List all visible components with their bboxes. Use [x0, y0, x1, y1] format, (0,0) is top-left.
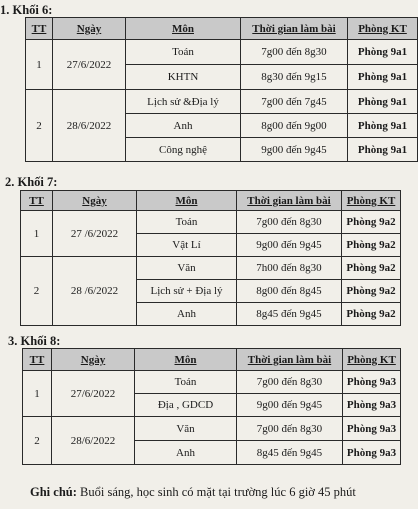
date-cell: 28/6/2022 — [53, 90, 126, 162]
table-row — [21, 257, 401, 280]
room-cell: Phòng 9a2 — [342, 257, 401, 280]
tt-cell: 1 — [23, 371, 52, 417]
header-thoi-gian: Thời gian làm bài — [237, 349, 343, 371]
tt-cell: 2 — [26, 90, 53, 162]
table-row — [26, 40, 418, 65]
room-cell: Phòng 9a3 — [343, 371, 401, 394]
room-cell: Phòng 9a2 — [342, 303, 401, 326]
time-cell: 7g00 đến 8g30 — [237, 417, 343, 441]
room-cell: Phòng 9a2 — [342, 211, 401, 234]
time-cell: 8g45 đến 9g45 — [237, 303, 342, 326]
header-phong: Phòng KT — [343, 349, 401, 371]
time-cell: 8g45 đến 9g45 — [237, 441, 343, 465]
schedule-table-khoi7 — [20, 190, 401, 326]
note-text: Buổi sáng, học sinh có mặt tại trường lúc 6 giờ 45 phút — [76, 485, 356, 499]
time-cell: 7g00 đến 7g45 — [241, 90, 348, 114]
schedule-table-khoi8 — [22, 348, 401, 465]
time-cell: 7h00 đến 8g30 — [237, 257, 342, 280]
schedule-table-khoi6 — [25, 17, 418, 162]
header-phong: Phòng KT — [342, 191, 401, 211]
tt-cell: 2 — [21, 257, 53, 326]
table-row — [21, 211, 401, 234]
header-ngay: Ngày — [53, 191, 137, 211]
header-mon: Môn — [126, 18, 241, 40]
room-cell: Phòng 9a1 — [348, 40, 418, 65]
header-mon: Môn — [135, 349, 237, 371]
footer-note — [30, 485, 356, 500]
subject-cell: Anh — [135, 441, 237, 465]
room-cell: Phòng 9a1 — [348, 65, 418, 90]
section-title-khoi6: 1. Khối 6: — [0, 3, 53, 17]
subject-cell: Văn — [135, 417, 237, 441]
subject-cell: Toán — [135, 371, 237, 394]
time-cell: 7g00 đến 8g30 — [237, 371, 343, 394]
subject-cell: Lịch sử &Địa lý — [126, 90, 241, 114]
subject-cell: Anh — [126, 114, 241, 138]
date-cell: 27/6/2022 — [52, 371, 135, 417]
subject-cell: Công nghệ — [126, 138, 241, 162]
section-title-khoi7: 2. Khối 7: — [5, 175, 58, 189]
room-cell: Phòng 9a2 — [342, 234, 401, 257]
subject-cell: Toán — [126, 40, 241, 65]
time-cell: 7g00 đến 8g30 — [241, 40, 348, 65]
date-cell: 28 /6/2022 — [53, 257, 137, 326]
time-cell: 9g00 đến 9g45 — [237, 394, 343, 417]
subject-cell: Anh — [137, 303, 237, 326]
room-cell: Phòng 9a1 — [348, 138, 418, 162]
section-title-khoi8: 3. Khối 8: — [8, 334, 61, 348]
note-label: Ghi chú: — [30, 485, 77, 499]
header-mon: Môn — [137, 191, 237, 211]
date-cell: 27/6/2022 — [53, 40, 126, 90]
header-ngay: Ngày — [52, 349, 135, 371]
room-cell: Phòng 9a1 — [348, 90, 418, 114]
time-cell: 9g00 đến 9g45 — [237, 234, 342, 257]
subject-cell: Toán — [137, 211, 237, 234]
header-ngay: Ngày — [53, 18, 126, 40]
tt-cell: 2 — [23, 417, 52, 465]
header-thoi-gian: Thời gian làm bài — [237, 191, 342, 211]
date-cell: 27 /6/2022 — [53, 211, 137, 257]
subject-cell: Lịch sử + Địa lý — [137, 280, 237, 303]
date-cell: 28/6/2022 — [52, 417, 135, 465]
subject-cell: Vật Lí — [137, 234, 237, 257]
header-thoi-gian: Thời gian làm bài — [241, 18, 348, 40]
tt-cell: 1 — [26, 40, 53, 90]
room-cell: Phòng 9a3 — [343, 441, 401, 465]
table-row — [26, 90, 418, 114]
table-row — [23, 371, 401, 394]
subject-cell: Văn — [137, 257, 237, 280]
time-cell: 7g00 đến 8g30 — [237, 211, 342, 234]
header-tt: TT — [26, 18, 53, 40]
room-cell: Phòng 9a1 — [348, 114, 418, 138]
header-tt: TT — [21, 191, 53, 211]
tt-cell: 1 — [21, 211, 53, 257]
time-cell: 8g30 đến 9g15 — [241, 65, 348, 90]
room-cell: Phòng 9a2 — [342, 280, 401, 303]
subject-cell: KHTN — [126, 65, 241, 90]
header-phong: Phòng KT — [348, 18, 418, 40]
time-cell: 8g00 đến 8g45 — [237, 280, 342, 303]
table-row — [23, 417, 401, 441]
time-cell: 8g00 đến 9g00 — [241, 114, 348, 138]
time-cell: 9g00 đến 9g45 — [241, 138, 348, 162]
header-tt: TT — [23, 349, 52, 371]
room-cell: Phòng 9a3 — [343, 417, 401, 441]
room-cell: Phòng 9a3 — [343, 394, 401, 417]
subject-cell: Địa , GDCD — [135, 394, 237, 417]
